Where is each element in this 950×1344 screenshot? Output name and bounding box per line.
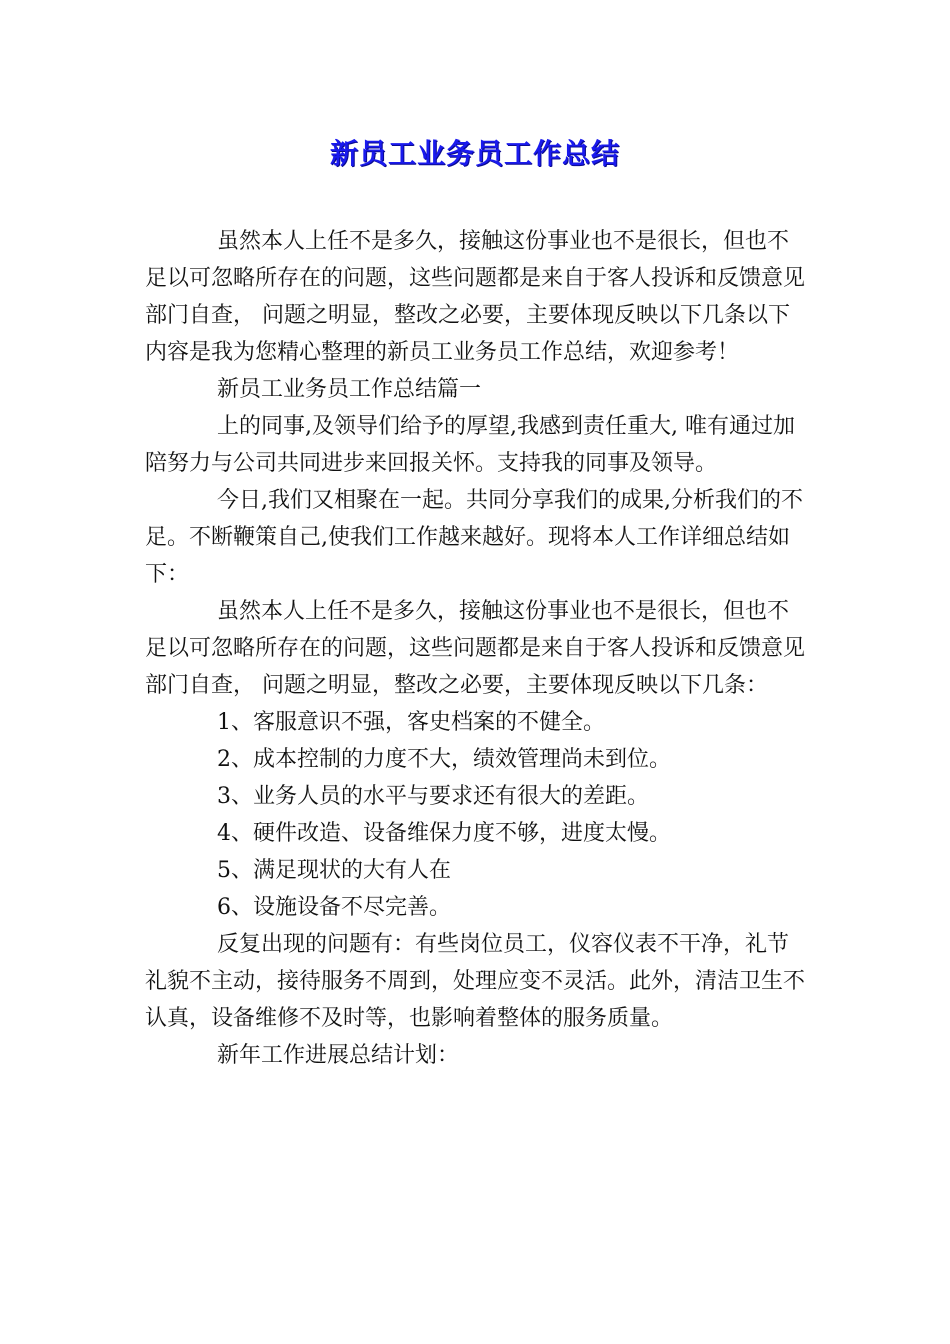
document-title: 新员工业务员工作总结 [329, 137, 620, 170]
list-item: 2、成本控制的力度不大，绩效管理尚未到位。 [217, 747, 671, 772]
list-item: 4、硬件改造、设备维保力度不够，进度太慢。 [217, 821, 671, 846]
document-body [145, 223, 805, 1074]
paragraph: 虽然本人上任不是多久，接触这份事业也不是很长，但也不足以可忽略所存在的问题，这些问题都是来自于客人投诉和反馈意见部门自查， 问题之明显，整改之必要，主要体现反映以下几条： [145, 599, 806, 698]
paragraph: 今日,我们又相聚在一起。共同分享我们的成果,分析我们的不足。不断鞭策自己,使我们工作越来越好。现将本人工作详细总结如下： [145, 488, 803, 587]
paragraph: 新年工作进展总结计划： [217, 1043, 460, 1068]
paragraph: 反复出现的问题有：有些岗位员工，仪容仪表不干净，礼节礼貌不主动，接待服务不周到，处理应变不灵活。此外，清洁卫生不认真，设备维修不及时等，也影响着整体的服务质量。 [145, 932, 806, 1031]
list-item: 3、业务人员的水平与要求还有很大的差距。 [217, 784, 649, 809]
list-item: 1、客服意识不强，客史档案的不健全。 [217, 710, 605, 735]
list-item: 5、满足现状的大有人在 [217, 858, 451, 883]
list-item: 6、设施设备不尽完善。 [217, 895, 451, 920]
paragraph: 上的同事,及领导们给予的厚望,我感到责任重大, 唯有通过加陪努力与公司共同进步来回报关怀。支持我的同事及领导。 [145, 414, 795, 476]
section-heading: 新员工业务员工作总结篇一 [217, 377, 482, 402]
paragraph-intro: 虽然本人上任不是多久，接触这份事业也不是很长，但也不足以可忽略所存在的问题，这些问题都是来自于客人投诉和反馈意见部门自查， 问题之明显，整改之必要，主要体现反映以下几条以下内容是我为您精心整理的新员工业务员工作总结，欢迎参考！ [145, 229, 806, 365]
